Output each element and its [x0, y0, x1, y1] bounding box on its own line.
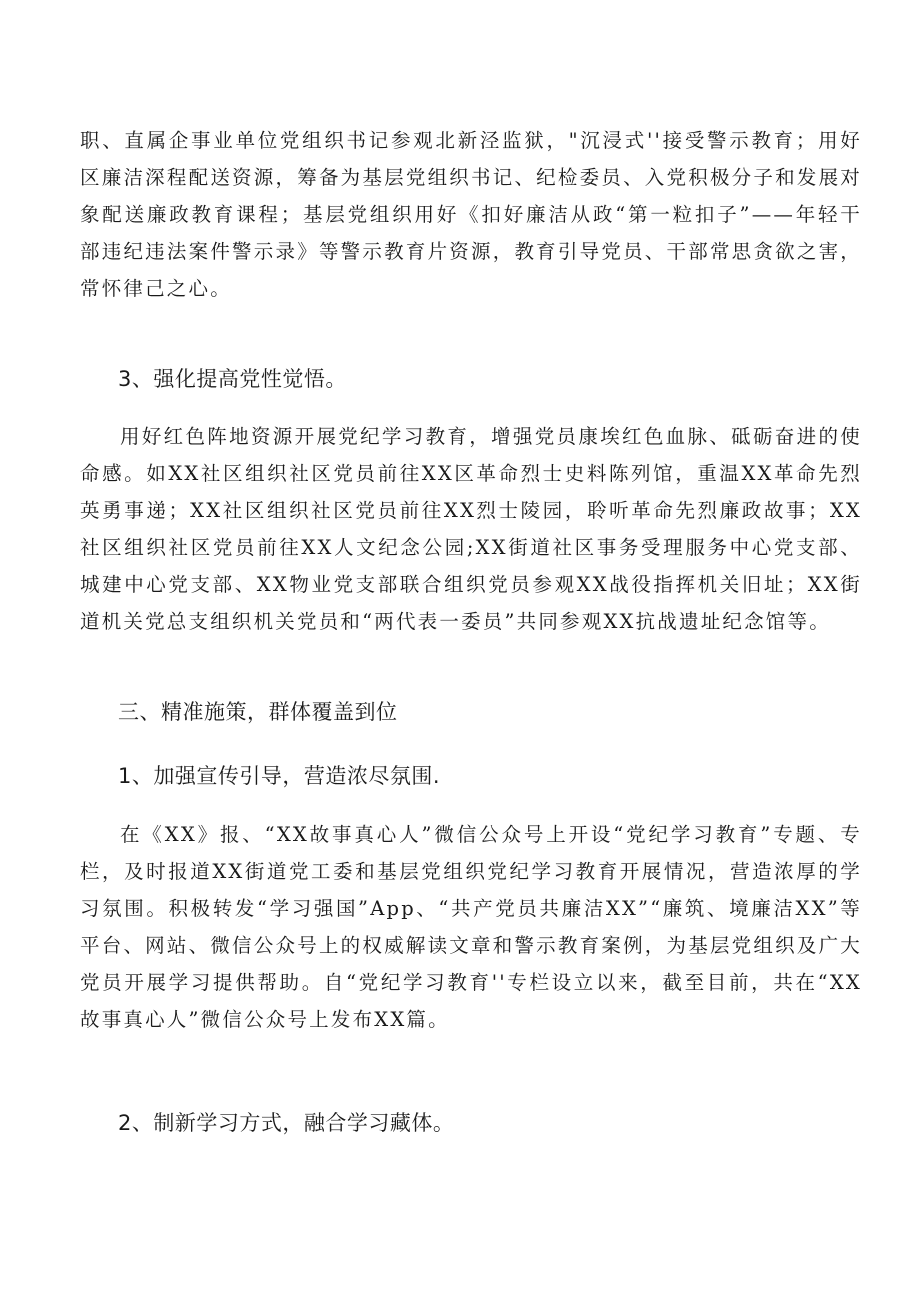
paragraph-red-resources: 用好红色阵地资源开展党纪学习教育，增强党员康埃红色血脉、砥砺奋进的使命感。如XX社区组织社区党员前往XX区革命烈士史料陈列馆，重温XX革命先烈英勇事递；XX社区组织社区党员前往XX烈士陵园，聆听革命先烈廉政故事；XX社区组织社区党员前往XX人文纪念公园;XX街道社区事务受理服务中心党支部、城建中心党支部、XX物业党支部联合组织党员参观XX战役指挥机关旧址；XX街道机关党总支组织机关党员和“两代表一委员”共同参观XX抗战遗址纪念馆等。 — [80, 425, 862, 633]
paragraph-publicity-details: 在《XX》报、“XX故事真心人”微信公众号上开设“党纪学习教育”专题、专栏，及时报道XX街道党工委和基层党组织党纪学习教育开展情况，营造浓厚的学习氛围。积极转发“学习强国”App、“共产党员共廉洁XX”“廉筑、境廉洁XX”等平台、网站、微信公众号上的权威解读文章和警示教育案例，为基层党组织及广大党员开展学习提供帮助。自“党纪学习教育''专栏设立以来，截至目前，共在“XX故事真心人”微信公众号上发布XX篇。 — [80, 823, 862, 1031]
heading-strengthen-party-awareness: 3、强化提高党性觉悟。 — [118, 367, 347, 391]
heading-publicity-guidance: 1、加强宣传引导，营造浓尽氛围. — [118, 764, 441, 788]
section-title-precise-measures: 三、精准施策，群体覆盖到位 — [118, 700, 398, 724]
paragraph-warning-education: 职、直属企事业单位党组织书记参观北新泾监狱，"沉浸式''接受警示教育；用好区廉洁深程配送资源，筹备为基层党组织书记、纪检委员、入党积极分子和发展对象配送廉政教育课程；基层党组织用好《扣好廉洁从政“第一粒扣子”——年轻干部违纪违法案件警示录》等警示教育片资源，教育引导党员、干部常思贪欲之害，常怀律己之心。 — [80, 129, 862, 300]
heading-new-learning-methods: 2、制新学习方式，融合学习藏体。 — [118, 1111, 455, 1135]
